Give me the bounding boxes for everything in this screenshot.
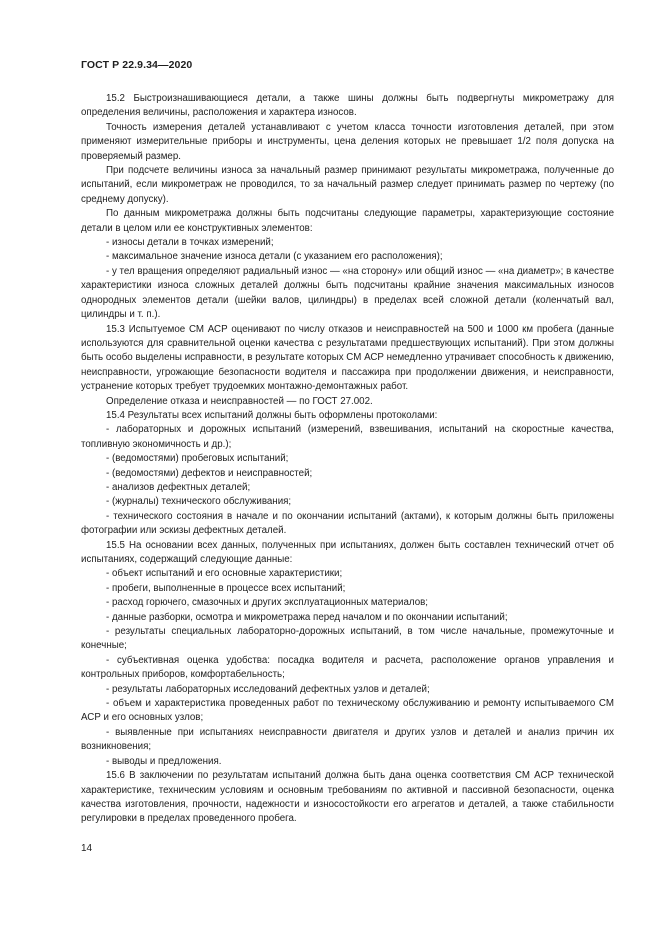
list-item: - (журналы) технического обслуживания;	[106, 496, 292, 508]
paragraph-accuracy: Точность измерения деталей устанавливают с учетом класса точности изготовления деталей, при этом применяют измерительные приборы и инструменты, цена деления которых не превышает 1/2 поля допуска на проверяемый размер.	[81, 121, 614, 162]
list-item: - технического состояния в начале и по окончании испытаний (актами), к которым должны быть приложены фотографии или эскизы дефектных деталей.	[81, 510, 614, 537]
paragraph-15-5: 15.5 На основании всех данных, полученных при испытаниях, должен быть составлен технический отчет об испытаниях, содержащий следующие данные:	[81, 539, 614, 565]
list-item: - объект испытаний и его основные характеристики;	[106, 568, 343, 580]
list-item: - расход горючего, смазочных и других эксплуатационных материалов;	[106, 597, 429, 609]
list-item: - результаты специальных лабораторно-дорожных испытаний, в том числе начальные, промежуточные и конечные;	[81, 626, 614, 652]
paragraph-15-2: 15.2 Быстроизнашивающиеся детали, а также шины должны быть подвергнуты микрометражу для определения величины, расположения и характера износов.	[81, 93, 614, 119]
document-body	[81, 92, 614, 827]
list-item: - (ведомостями) пробеговых испытаний;	[106, 453, 289, 465]
list-item: - (ведомостями) дефектов и неисправностей;	[106, 467, 313, 479]
list-item: - субъективная оценка удобства: посадка водителя и расчета, расположение органов управления и контрольных приборов, комфортабельность;	[81, 654, 614, 681]
list-item: - лабораторных и дорожных испытаний (измерений, взвешивания, испытаний на скоростные качества, топливную экономичность и др.);	[81, 424, 614, 450]
page-number: 14	[81, 843, 93, 854]
list-item: - анализов дефектных деталей;	[106, 481, 251, 493]
list-item: - у тел вращения определяют радиальный износ — «на сторону» или общий износ — «на диаметр»; в качестве характеристики износа сложных деталей должны быть подсчитаны крайние значения максимальных износов однородных элементов детали (шейки валов, цилиндры) в пределах всей сложной детали (коленчатый вал, цилиндры и т. п.).	[81, 265, 614, 321]
list-item: - выявленные при испытаниях неисправности двигателя и других узлов и деталей и анализ причин их возникновения;	[81, 726, 614, 753]
paragraph-15-6: 15.6 В заключении по результатам испытаний должна быть дана оценка соответствия СМ АСР технической характеристике, техническим условиям и основным требованиям по активной и пассивной безопасности, оценка качества изготовления, прочности, надежности и износостойкости его агрегатов и деталей, а также стабильности регулировки в пределах проведенного пробега.	[81, 770, 614, 825]
list-item: - износы детали в точках измерений;	[106, 237, 274, 249]
standard-header: ГОСТ Р 22.9.34—2020	[81, 59, 193, 71]
paragraph-15-3: 15.3 Испытуемое СМ АСР оценивают по числу отказов и неисправностей на 500 и 1000 км пробега (данные используются для сравнительной оценки качества с результатами предшествующих испытаний). При этом должны быть особо выделены исправности, в результате которых СМ АСР немедленно утрачивает способность к движению, неисправности, угрожающие безопасности водителя и пассажира при продолжении движения, и неисправности, устранение которых требует трудоемких монтажно-демонтажных работ.	[81, 323, 614, 393]
paragraph-15-4: 15.4 Результаты всех испытаний должны быть оформлены протоколами:	[106, 409, 438, 421]
list-item: - выводы и предложения.	[106, 755, 222, 767]
paragraph-initial-size: При подсчете величины износа за начальный размер принимают результаты микрометража, полученные до испытаний, если микрометраж не проводился, то за начальный размер следует принимать размер по чертежу (по среднему допуску).	[81, 165, 614, 205]
list-item: - максимальное значение износа детали (с указанием его расположения);	[106, 251, 443, 263]
list-item: - объем и характеристика проведенных работ по техническому обслуживанию и ремонту испытываемого СМ АСР и его основных узлов;	[81, 698, 614, 724]
paragraph-parameters: По данным микрометража должны быть подсчитаны следующие параметры, характеризующие состояние детали в целом или ее конструктивных элементов:	[81, 208, 614, 234]
paragraph-failure-definition: Определение отказа и неисправностей — по ГОСТ 27.002.	[106, 395, 373, 407]
list-item: - результаты лабораторных исследований дефектных узлов и деталей;	[106, 683, 430, 695]
list-item: - данные разборки, осмотра и микрометража перед началом и по окончании испытаний;	[106, 611, 508, 623]
list-item: - пробеги, выполненные в процессе всех испытаний;	[106, 582, 346, 594]
